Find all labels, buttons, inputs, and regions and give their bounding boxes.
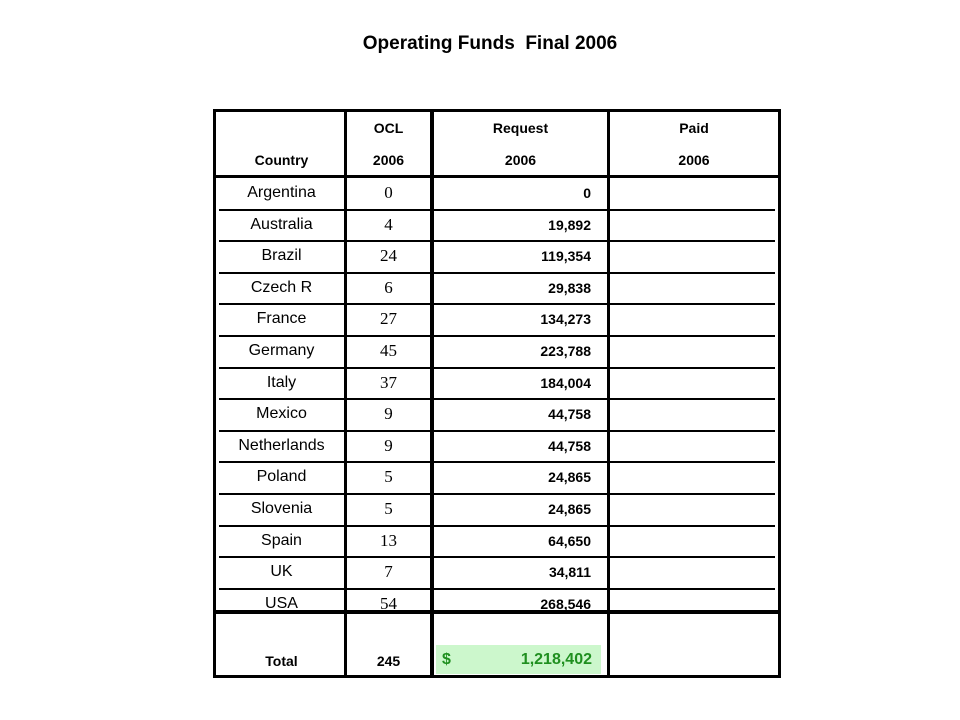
row-divider [219, 240, 775, 242]
country-cell: Netherlands [238, 436, 325, 454]
row-divider [219, 398, 775, 400]
country-cell: UK [270, 563, 293, 581]
request-cell: 19,892 [548, 216, 591, 233]
ocl-cell: 45 [380, 341, 397, 360]
ocl-cell: 4 [384, 214, 393, 234]
header-request-year: 2006 [504, 152, 537, 168]
header-country: Country [254, 152, 309, 168]
row-divider [219, 335, 775, 337]
request-cell: 268,546 [540, 595, 591, 612]
funds-table [213, 109, 781, 678]
country-cell: Brazil [261, 247, 302, 265]
ocl-cell: 5 [384, 467, 393, 487]
request-cell: 24,865 [548, 501, 591, 517]
ocl-cell: 13 [380, 530, 397, 550]
header-ocl: OCL [373, 120, 404, 136]
header-paid: Paid [679, 120, 709, 136]
row-divider [219, 493, 775, 495]
country-cell: Germany [248, 342, 315, 359]
header-paid-year: 2006 [678, 152, 710, 168]
page-title: Operating Funds Final 2006 [362, 33, 618, 54]
row-divider [219, 525, 775, 527]
row-divider [219, 588, 775, 590]
row-divider [219, 430, 775, 432]
ocl-cell: 37 [380, 372, 397, 392]
total-label: Total [265, 653, 298, 669]
country-cell: Czech R [250, 278, 313, 296]
ocl-cell: 7 [384, 562, 393, 582]
country-cell: Argentina [247, 184, 316, 201]
request-cell: 34,811 [548, 564, 591, 581]
request-cell: 134,273 [540, 311, 591, 328]
country-cell: Slovenia [250, 500, 313, 517]
request-cell: 184,004 [540, 374, 591, 391]
header-request: Request [492, 120, 549, 136]
ocl-cell: 27 [380, 309, 397, 329]
request-cell: 119,354 [541, 248, 591, 265]
request-cell: 0 [583, 185, 591, 201]
request-cell: 64,650 [548, 532, 591, 549]
ocl-cell: 54 [380, 593, 397, 613]
row-divider [219, 556, 775, 558]
ocl-cell: 24 [380, 246, 397, 266]
country-cell: Australia [250, 215, 313, 233]
request-cell: 29,838 [548, 279, 591, 296]
row-divider [219, 272, 775, 274]
ocl-cell: 6 [384, 277, 393, 297]
request-cell: 44,758 [548, 437, 591, 454]
country-cell: Poland [256, 468, 307, 486]
column-divider [607, 112, 610, 675]
header-ocl-year: 2006 [372, 152, 405, 168]
country-cell: Italy [266, 373, 297, 391]
ocl-cell: 5 [384, 499, 393, 518]
row-divider [219, 367, 775, 369]
country-cell: USA [265, 594, 298, 612]
header-divider [216, 175, 778, 178]
row-divider [219, 303, 775, 305]
country-cell: Spain [261, 531, 302, 549]
country-cell: Mexico [256, 405, 307, 423]
ocl-cell: 9 [384, 435, 393, 455]
total-currency: $ [442, 651, 451, 668]
row-divider [219, 209, 775, 211]
total-ocl: 245 [376, 653, 401, 669]
country-cell: France [256, 310, 307, 328]
request-cell: 24,865 [548, 469, 591, 486]
total-request: 1,218,402 [520, 651, 592, 668]
ocl-cell: 9 [384, 404, 393, 424]
request-cell: 223,788 [540, 343, 591, 359]
row-divider [219, 461, 775, 463]
ocl-cell: 0 [384, 183, 393, 202]
request-cell: 44,758 [548, 406, 591, 423]
